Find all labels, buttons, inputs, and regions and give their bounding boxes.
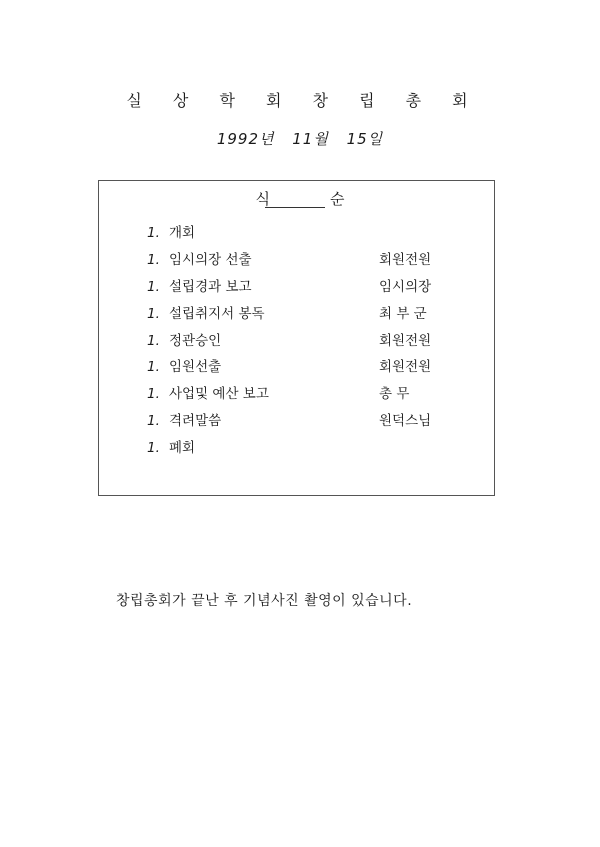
program-row	[147, 251, 447, 278]
item-presenter: 회원전원	[379, 251, 432, 268]
item-title: 임원선출	[169, 359, 222, 376]
item-title: 개회	[169, 225, 196, 241]
item-number: 1.	[147, 251, 160, 268]
item-presenter: 임시의장	[379, 278, 432, 295]
item-number: 1.	[147, 386, 160, 403]
program-row	[147, 224, 447, 251]
item-number: 1.	[147, 225, 160, 241]
item-title: 설립경과 보고	[169, 278, 252, 295]
item-title: 임시의장 선출	[169, 251, 252, 268]
item-title: 격려말씀	[169, 413, 222, 430]
item-presenter: 원덕스님	[379, 413, 432, 430]
item-presenter: 회원전원	[379, 359, 432, 376]
program-heading: 식순	[255, 190, 405, 208]
item-title: 사업및 예산 보고	[169, 386, 269, 403]
item-number: 1.	[147, 413, 160, 430]
item-presenter: 최 부 군	[379, 305, 427, 322]
item-presenter: 총 무	[379, 386, 410, 403]
program-row	[147, 358, 447, 385]
program-row	[147, 278, 447, 305]
item-number: 1.	[147, 305, 160, 322]
photo-notice: 창립총회가 끝난 후 기념사진 촬영이 있습니다.	[116, 593, 413, 609]
program-list	[147, 224, 447, 466]
item-title: 정관승인	[169, 332, 222, 349]
meeting-date: 1992년 11월 15일	[216, 130, 384, 148]
program-row	[147, 439, 447, 466]
program-row	[147, 305, 447, 332]
item-number: 1.	[147, 332, 160, 349]
item-number: 1.	[147, 278, 160, 295]
program-row	[147, 412, 447, 439]
item-number: 1.	[147, 359, 160, 376]
item-presenter: 회원전원	[379, 332, 432, 349]
document-title: 실 상 학 회 창 립 총 회	[126, 91, 474, 110]
item-title: 폐회	[169, 440, 196, 457]
item-number: 1.	[147, 440, 160, 457]
heading-underline	[265, 207, 325, 208]
program-row	[147, 332, 447, 359]
program-row	[147, 385, 447, 412]
item-title: 설립취지서 봉독	[169, 305, 265, 322]
